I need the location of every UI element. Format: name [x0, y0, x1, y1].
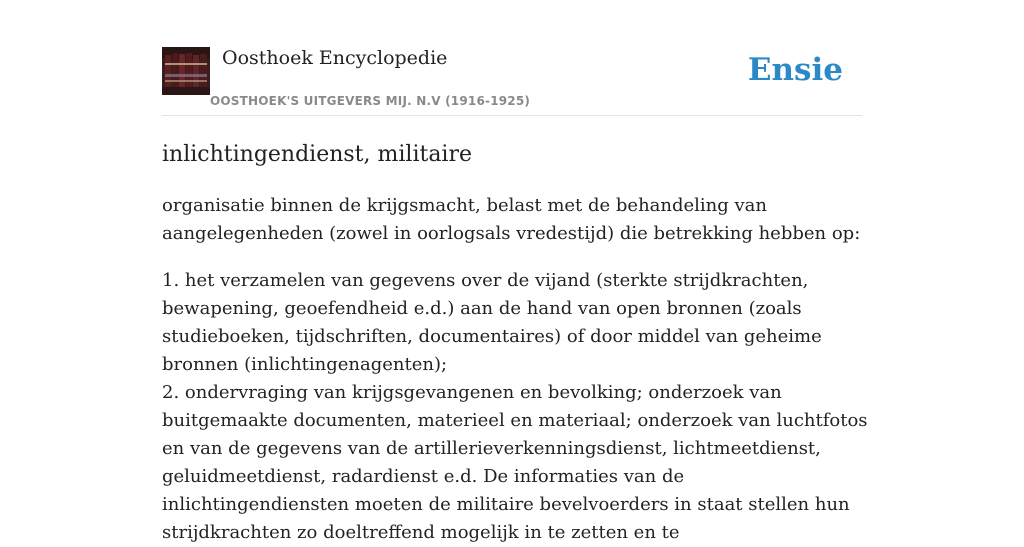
- article-title: inlichtingendienst, militaire: [162, 142, 473, 167]
- ensie-logo[interactable]: Ensie: [747, 52, 843, 88]
- encyclopedia-books-icon: [162, 47, 210, 95]
- article-intro: organisatie binnen de krijgsmacht, belast met de behandeling van aangelegenheden (zowel in oorlogsals vredestijd) die betrekking hebben op:: [162, 195, 861, 244]
- article-body: [162, 192, 868, 547]
- article-item-2: 2. ondervraging van krijgsgevangenen en bevolking; onderzoek van buitgemaakte documenten, materieel en materiaal; onderzoek van luchtfotos en van de gegevens van de artillerieverkenningsdienst, lichtmeetdienst, geluidmeetdienst, radardienst e.d. De informaties van de inlichtingendiensten moeten de militaire bevelvoerders in staat stellen hun strijdkrachten zo doeltreffend mogelijk in te zetten en te: [162, 382, 868, 543]
- article-item-1: 1. het verzamelen van gegevens over de vijand (sterkte strijdkrachten, bewapening, geoefendheid e.d.) aan de hand van open bronnen (zoals studieboeken, tijdschriften, documentaires) of door middel van geheime bronnen (inlichtingenagenten);: [162, 270, 822, 375]
- source-avatar[interactable]: [162, 47, 210, 95]
- source-name[interactable]: Oosthoek Encyclopedie: [222, 47, 448, 69]
- source-header: [162, 46, 862, 116]
- header-divider: [162, 115, 862, 116]
- source-subtitle: OOSTHOEK'S UITGEVERS MIJ. N.V (1916-1925): [210, 94, 531, 108]
